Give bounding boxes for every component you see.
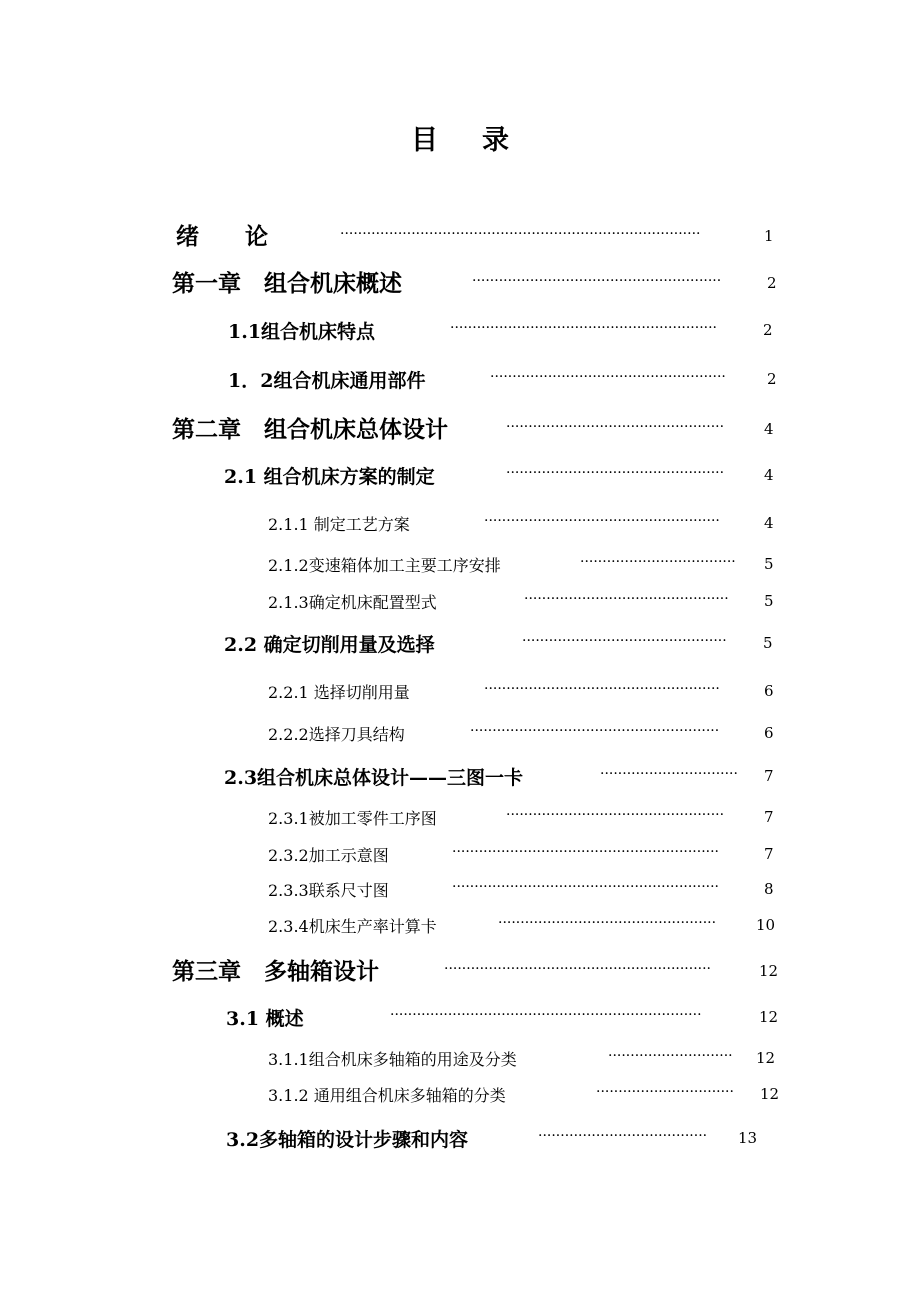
- toc-leader-dots: ·······························: [600, 766, 738, 782]
- toc-leader-dots: ························································: [470, 723, 720, 739]
- title-char-2: 录: [482, 125, 509, 156]
- toc-page-number: 12: [759, 1008, 779, 1026]
- toc-page-number: 4: [764, 420, 774, 438]
- toc-page-number: 6: [764, 724, 774, 742]
- toc-entry-label: 2.1 组合机床方案的制定: [224, 466, 435, 488]
- toc-entry-label: 2.3.4机床生产率计算卡: [268, 917, 437, 936]
- toc-leader-dots: ······································································: [390, 1007, 702, 1023]
- toc-leader-dots: ·····················································: [484, 681, 720, 697]
- toc-entry-label: 2.3.3联系尺寸图: [268, 881, 389, 900]
- toc-entry-label: 1．2组合机床通用部件: [228, 370, 426, 392]
- toc-entry[interactable]: [0, 1083, 920, 1117]
- toc-entry-label: 绪 论: [176, 223, 268, 250]
- toc-page-number: 12: [760, 1085, 780, 1103]
- toc-entry-label: 3.1.1组合机床多轴箱的用途及分类: [268, 1050, 517, 1069]
- toc-page-number: 7: [764, 767, 774, 785]
- toc-entry[interactable]: [0, 1004, 920, 1038]
- toc-leader-dots: ·················································: [506, 419, 725, 435]
- toc-entry-label: 3.1.2 通用组合机床多轴箱的分类: [268, 1086, 506, 1105]
- toc-leader-dots: ··············································: [522, 633, 727, 649]
- toc-page-number: 4: [764, 466, 774, 484]
- toc-leader-dots: ·····················································: [484, 513, 720, 529]
- toc-entry-label: 2.1.2变速箱体加工主要工序安排: [268, 556, 501, 575]
- toc-entry-label: 2.2.2选择刀具结构: [268, 725, 405, 744]
- toc-leader-dots: ·················································: [498, 915, 717, 931]
- toc-entry[interactable]: [0, 512, 920, 546]
- toc-page-number: 7: [764, 845, 774, 863]
- toc-entry[interactable]: [0, 1125, 920, 1159]
- toc-entry[interactable]: [0, 590, 920, 624]
- toc-entry[interactable]: [0, 680, 920, 714]
- toc-page-number: 2: [767, 274, 777, 292]
- toc-entry[interactable]: [0, 1047, 920, 1081]
- toc-entry[interactable]: [0, 317, 920, 351]
- toc-page-number: 8: [764, 880, 774, 898]
- toc-leader-dots: ··············································: [524, 591, 729, 607]
- toc-page-number: 12: [759, 962, 779, 980]
- toc-page-number: 5: [763, 634, 773, 652]
- toc-entry-label: 第一章 组合机床概述: [172, 270, 402, 297]
- toc-entry[interactable]: [0, 722, 920, 756]
- toc-entry[interactable]: [0, 806, 920, 840]
- toc-leader-dots: ························································: [472, 273, 722, 289]
- toc-entry-label: 2.3.1被加工零件工序图: [268, 809, 437, 828]
- toc-page-number: 12: [756, 1049, 776, 1067]
- toc-page-number: 4: [764, 514, 774, 532]
- toc-entry[interactable]: [0, 218, 920, 252]
- toc-page-number: 10: [756, 916, 776, 934]
- toc-leader-dots: ·················································: [506, 465, 725, 481]
- title-char-1: 目: [411, 125, 438, 156]
- toc-title: [0, 118, 920, 157]
- toc-entry[interactable]: [0, 914, 920, 948]
- toc-entry-label: 2.3.2加工示意图: [268, 846, 389, 865]
- toc-page-number: 2: [763, 321, 773, 339]
- toc-entry[interactable]: [0, 953, 920, 987]
- toc-entry[interactable]: [0, 265, 920, 299]
- toc-entry[interactable]: [0, 763, 920, 797]
- toc-entry[interactable]: [0, 411, 920, 445]
- toc-page-number: 7: [764, 808, 774, 826]
- toc-entry-label: 1.1组合机床特点: [228, 321, 376, 343]
- toc-leader-dots: ···································: [580, 554, 736, 570]
- toc-page-number: 5: [764, 592, 774, 610]
- toc-page-number: 13: [738, 1129, 758, 1147]
- toc-page-number: 5: [764, 555, 774, 573]
- toc-page-number: 1: [764, 227, 774, 245]
- toc-entry-label: 3.2多轴箱的设计步骤和内容: [226, 1129, 469, 1151]
- toc-entry-label: 3.1 概述: [226, 1008, 304, 1030]
- toc-entry-label: 2.1.1 制定工艺方案: [268, 515, 410, 534]
- toc-page-number: 6: [764, 682, 774, 700]
- toc-leader-dots: ····························································: [450, 320, 718, 336]
- toc-entry-label: 第二章 组合机床总体设计: [172, 416, 448, 443]
- toc-leader-dots: ····························································: [452, 844, 720, 860]
- toc-leader-dots: ·······························: [596, 1084, 734, 1100]
- toc-entry-label: 2.2 确定切削用量及选择: [224, 634, 435, 656]
- toc-entry[interactable]: [0, 878, 920, 912]
- toc-leader-dots: ······································: [538, 1128, 708, 1144]
- toc-leader-dots: ····························································: [452, 879, 720, 895]
- toc-leader-dots: ·················································: [506, 807, 725, 823]
- toc-leader-dots: ·····················································: [490, 369, 726, 385]
- toc-leader-dots: ····························································: [444, 961, 712, 977]
- toc-entry[interactable]: [0, 553, 920, 587]
- toc-page-number: 2: [767, 370, 777, 388]
- toc-entry[interactable]: [0, 630, 920, 664]
- toc-entry-label: 2.3组合机床总体设计——三图一卡: [224, 767, 524, 789]
- toc-entry[interactable]: [0, 366, 920, 400]
- toc-leader-dots: ·················································································: [340, 226, 701, 242]
- toc-entry-label: 2.1.3确定机床配置型式: [268, 593, 437, 612]
- toc-entry-label: 2.2.1 选择切削用量: [268, 683, 410, 702]
- toc-entry[interactable]: [0, 462, 920, 496]
- toc-leader-dots: ····························: [608, 1048, 733, 1064]
- toc-entry-label: 第三章 多轴箱设计: [172, 958, 379, 985]
- toc-entry[interactable]: [0, 843, 920, 877]
